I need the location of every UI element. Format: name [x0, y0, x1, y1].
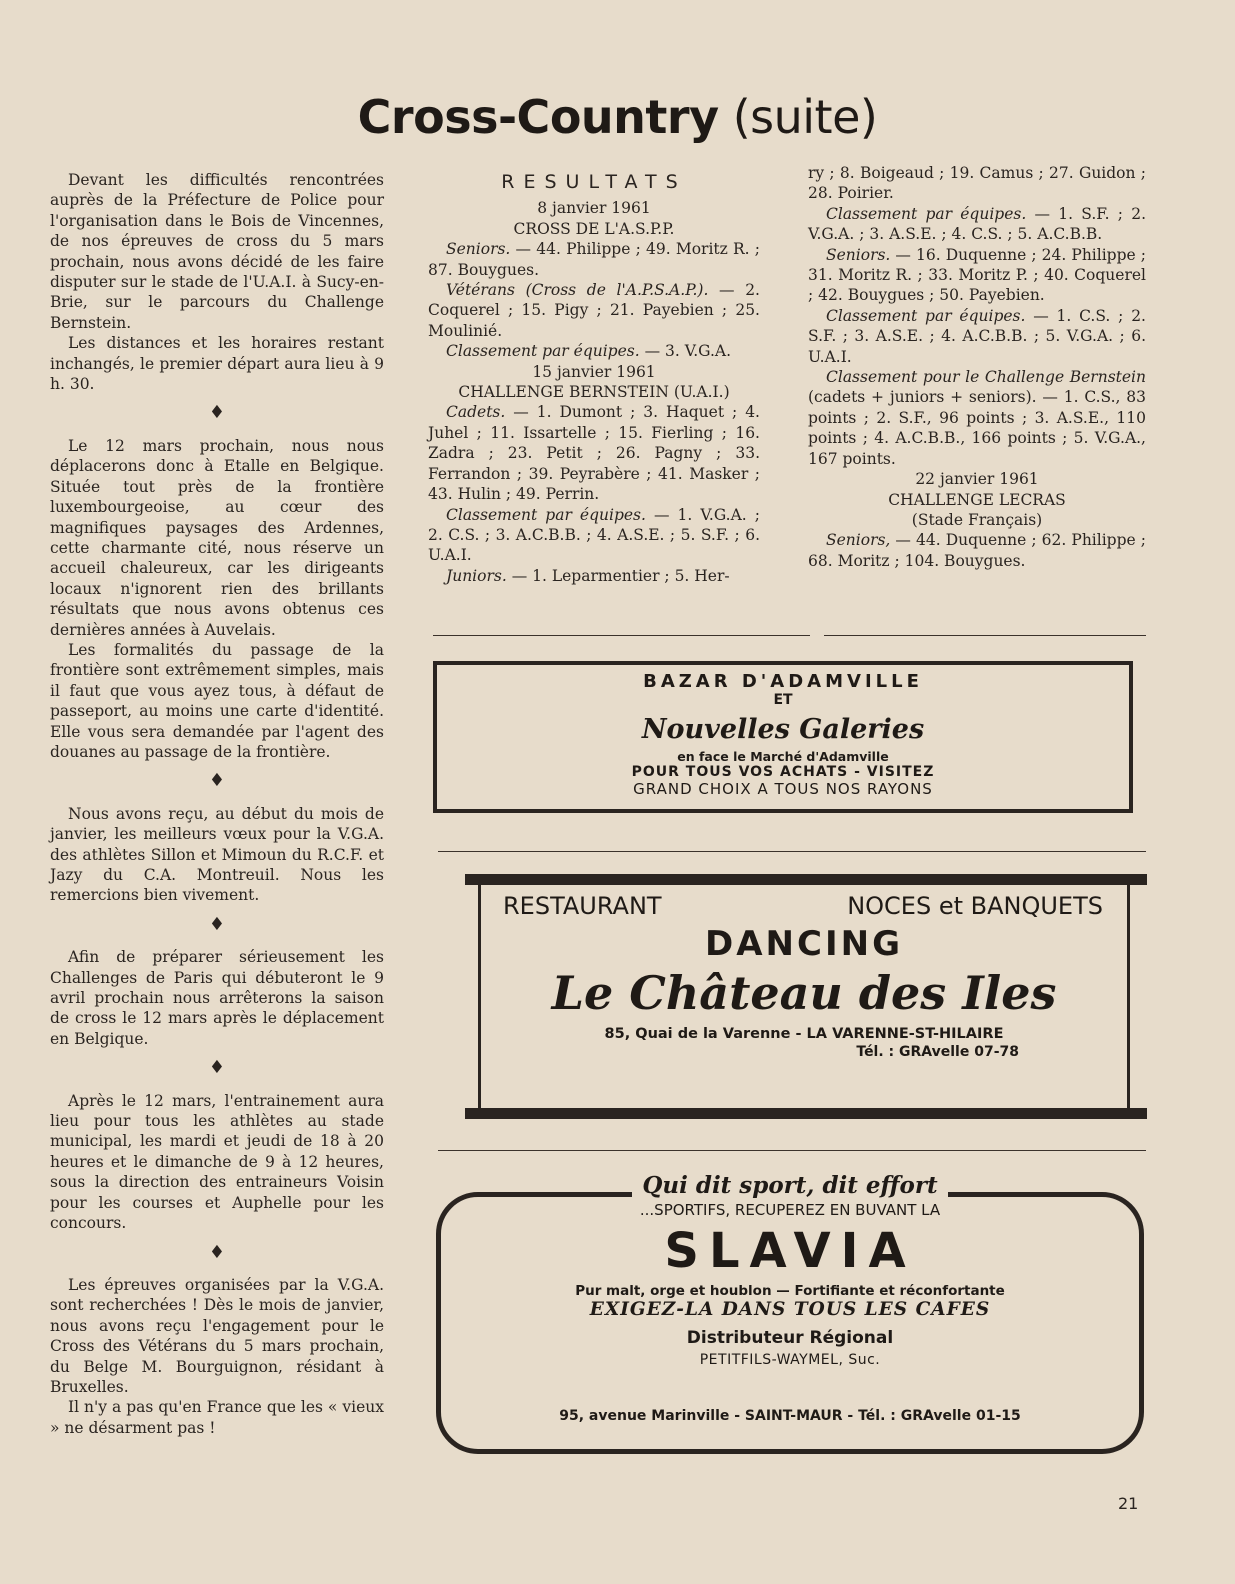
- results-column-right: [808, 163, 1146, 571]
- diamond-separator: ♦: [208, 1241, 226, 1263]
- page-number: 21: [1118, 1494, 1139, 1513]
- result-continuation: ry ; 8. Boigeaud ; 19. Camus ; 27. Guidon ; 28. Poirier.: [808, 164, 1146, 203]
- paragraph-belgique: Le 12 mars prochain, nous nous déplacerons donc à Etalle en Belgique. Située tout près de la frontière luxembourgeoise, au cœur des magnifiques paysages des Ardennes, cette charmante cité, nous réserve un accueil chaleureux, car les dirigeants locaux n'ignorent rien des brillants résultats que nous avons obtenus ces dernières années à Auvelais.: [50, 436, 384, 639]
- ad-chateau-name: Le Château des Iles: [551, 966, 1057, 1020]
- result-text: (cadets + juniors + seniors). — 1. C.S., 83 points ; 2. S.F., 96 points ; 3. A.S.E., 110 points ; 4. A.C.B.B., 166 points ; 5. V.G.A., 167 points.: [808, 388, 1146, 468]
- result-label: Vétérans (Cross de l'A.P.S.A.P.).: [446, 281, 709, 300]
- result-label: Classement par équipes.: [446, 505, 646, 524]
- result-label: Juniors.: [446, 566, 507, 585]
- ad-slavia-distributeur-name: PETITFILS-WAYMEL, Suc.: [699, 1352, 881, 1368]
- diamond-separator: ♦: [208, 770, 226, 792]
- result-entry: [428, 505, 760, 566]
- ad-slavia-address: 95, avenue Marinville - SAINT-MAUR - Tél. : GRAvelle 01-15: [559, 1408, 1021, 1424]
- diamond-separator: ♦: [208, 913, 226, 935]
- ad-nouvelles-galeries: Nouvelles Galeries: [641, 714, 925, 745]
- results-heading: RESULTATS: [501, 171, 687, 193]
- result-text: — 44. Philippe ; 49. Moritz R. ; 87. Bouygues.: [428, 240, 760, 279]
- paragraph-challenges: Afin de préparer sérieusement les Challenges de Paris qui débuteront le 9 avril prochain nous arrêterons la saison de cross le 12 mars après le déplacement en Belgique.: [50, 948, 384, 1048]
- ad-chateau-address: 85, Quai de la Varenne - LA VARENNE-ST-HILAIRE: [604, 1026, 1004, 1042]
- ad-slavia-brand: SLAVIA: [664, 1223, 916, 1279]
- ad-chateau-tel: Tél. : GRAvelle 07-78: [856, 1044, 1019, 1060]
- ad-bazar-name: BAZAR D'ADAMVILLE: [643, 671, 923, 692]
- result-entry: [808, 245, 1146, 306]
- ad-restaurant-label: RESTAURANT: [503, 892, 662, 920]
- result-entry: [808, 530, 1146, 571]
- divider-rule: [438, 851, 1146, 852]
- result-entry: [808, 367, 1146, 469]
- ad-slavia-ingredients: Pur malt, orge et houblon — Fortifiante et réconfortante: [575, 1283, 1005, 1299]
- result-text: — 2. Coquerel ; 15. Pigy ; 21. Payebien ; 25. Moulinié.: [428, 281, 760, 340]
- result-label: Classement par équipes.: [826, 306, 1026, 325]
- result-entry: [428, 566, 760, 586]
- advertisement-bazar: [433, 661, 1133, 813]
- result-label: Cadets.: [446, 403, 506, 422]
- ad-noces-label: NOCES et BANQUETS: [847, 892, 1103, 920]
- race-date: 22 janvier 1961: [915, 470, 1039, 489]
- result-entry: [808, 204, 1146, 245]
- result-entry: [428, 402, 760, 504]
- result-text: — 1. V.G.A. ; 2. C.S. ; 3. A.C.B.B. ; 4. A.S.E. ; 5. S.F. ; 6. U.A.I.: [428, 505, 760, 565]
- ad-bazar-et: ET: [773, 692, 793, 708]
- paragraph-formalites: Les formalités du passage de la frontière sont extrêmement simples, mais il faut que vous ayez tous, à défaut de passeport, au moins une carte d'identité. Elle vous sera demandée par l'agent des douanes au passage de la frontière.: [50, 640, 384, 761]
- paragraph-entrainement: Après le 12 mars, l'entrainement aura lieu pour tous les athlètes au stade municipal, les mardi et jeudi de 18 à 20 heures et le dimanche de 9 à 12 heures, sous la direction des entraineurs Voisin pour les courses et Auphelle pour les concours.: [50, 1091, 384, 1233]
- race-name: CHALLENGE LECRAS: [888, 490, 1066, 509]
- diamond-separator: ♦: [208, 1057, 226, 1079]
- result-text: — 1. Leparmentier ; 5. Her-: [506, 566, 730, 585]
- divider-rule: [824, 635, 1146, 636]
- paragraph-prefecture: Devant les difficultés rencontrées auprès de la Préfecture de Police pour l'organisation dans le Bois de Vincennes, de nos épreuves de cross du 5 mars prochain, nous avons décidé de les faire disputer sur le stade de l'U.A.I. à Sucy-en-Brie, sur le parcours du Challenge Bernstein.: [50, 171, 384, 332]
- ad-restaurant-header: [481, 884, 1127, 920]
- result-label: Seniors.: [446, 240, 511, 259]
- race-name: CHALLENGE BERNSTEIN (U.A.I.): [458, 383, 730, 402]
- result-entry: [428, 239, 760, 280]
- result-entry: [428, 280, 760, 341]
- paragraph-horaires: Les distances et les horaires restant inchangés, le premier départ aura lieu à 9 h. 30.: [50, 334, 384, 394]
- paragraph-voeux: Nous avons reçu, au début du mois de janvier, les meilleurs vœux pour la V.G.A. des athlètes Sillon et Mimoun du R.C.F. et Jazy du C.A. Montreuil. Nous les remercions bien vivement.: [50, 804, 384, 905]
- results-column-middle: [428, 172, 760, 586]
- advertisement-slavia: [436, 1172, 1144, 1462]
- result-text: — 44. Duquenne ; 62. Philippe ; 68. Moritz ; 104. Bouygues.: [808, 531, 1146, 570]
- race-date: 15 janvier 1961: [532, 362, 656, 381]
- result-label: Classement par équipes.: [446, 342, 640, 361]
- title-main: Cross-Country: [357, 90, 719, 144]
- result-label: Classement par équipes.: [826, 204, 1027, 223]
- result-text: — 1. C.S. ; 2. S.F. ; 3. A.S.E. ; 4. A.C.B.B. ; 5. V.G.A. ; 6. U.A.I.: [808, 306, 1146, 366]
- article-column-left: [50, 170, 384, 1438]
- paragraph-veterans: Les épreuves organisées par la V.G.A. sont recherchées ! Dès le mois de janvier, nous avons reçu l'engagement pour le Cross des Vétérans du 5 mars prochain, du Belge M. Bourguignon, résidant à Bruxelles.: [50, 1275, 384, 1396]
- result-label: Classement pour le Challenge Bernstein: [826, 368, 1146, 387]
- page-title: [0, 90, 1235, 144]
- ad-bazar-location: en face le Marché d'Adamville: [677, 749, 889, 764]
- ad-slavia-tagline: ...SPORTIFS, RECUPEREZ EN BUVANT LA: [639, 1201, 941, 1219]
- race-name: CROSS DE L'A.S.P.P.: [513, 219, 675, 238]
- result-entry: [428, 341, 760, 361]
- result-text: — 3. V.G.A.: [639, 342, 732, 361]
- diamond-separator: ♦: [208, 402, 226, 424]
- paragraph-vieux: Il n'y a pas qu'en France que les « vieux » ne désarment pas !: [50, 1398, 384, 1437]
- race-date: 8 janvier 1961: [537, 199, 651, 218]
- ad-slavia-distributeur: Distributeur Régional: [686, 1328, 894, 1348]
- ad-dancing: DANCING: [705, 924, 903, 964]
- result-entry: [808, 306, 1146, 367]
- divider-rule: [438, 1150, 1146, 1151]
- race-subtitle: (Stade Français): [911, 510, 1043, 529]
- ad-restaurant-bottom-bar: [465, 1108, 1147, 1119]
- result-text: — 16. Duquenne ; 24. Philippe ; 31. Moritz R. ; 33. Moritz P. ; 40. Coquerel ; 42. Bouygues ; 50. Payebien.: [808, 245, 1146, 305]
- result-label: Seniors.: [826, 245, 891, 264]
- result-label: Seniors,: [826, 531, 891, 550]
- ad-bazar-tagline: POUR TOUS VOS ACHATS - VISITEZ: [631, 764, 935, 780]
- result-text: — 1. S.F. ; 2. V.G.A. ; 3. A.S.E. ; 4. C.S. ; 5. A.C.B.B.: [808, 204, 1146, 244]
- title-suite: (suite): [732, 90, 878, 144]
- ad-bazar-choix: GRAND CHOIX A TOUS NOS RAYONS: [633, 780, 933, 798]
- divider-rule: [433, 635, 810, 636]
- advertisement-chateau-des-iles: [478, 884, 1130, 1108]
- result-text: — 1. Dumont ; 3. Haquet ; 4. Juhel ; 11. Issartelle ; 15. Fierling ; 16. Zadra ; 23. Petit ; 26. Pagny ; 33. Ferrandon ; 39. Peyrabère ; 41. Masker ; 43. Hulin ; 49. Perrin.: [428, 403, 760, 504]
- ad-slavia-exigez: EXIGEZ-LA DANS TOUS LES CAFES: [589, 1299, 991, 1320]
- ad-slavia-slogan: Qui dit sport, dit effort: [632, 1172, 947, 1199]
